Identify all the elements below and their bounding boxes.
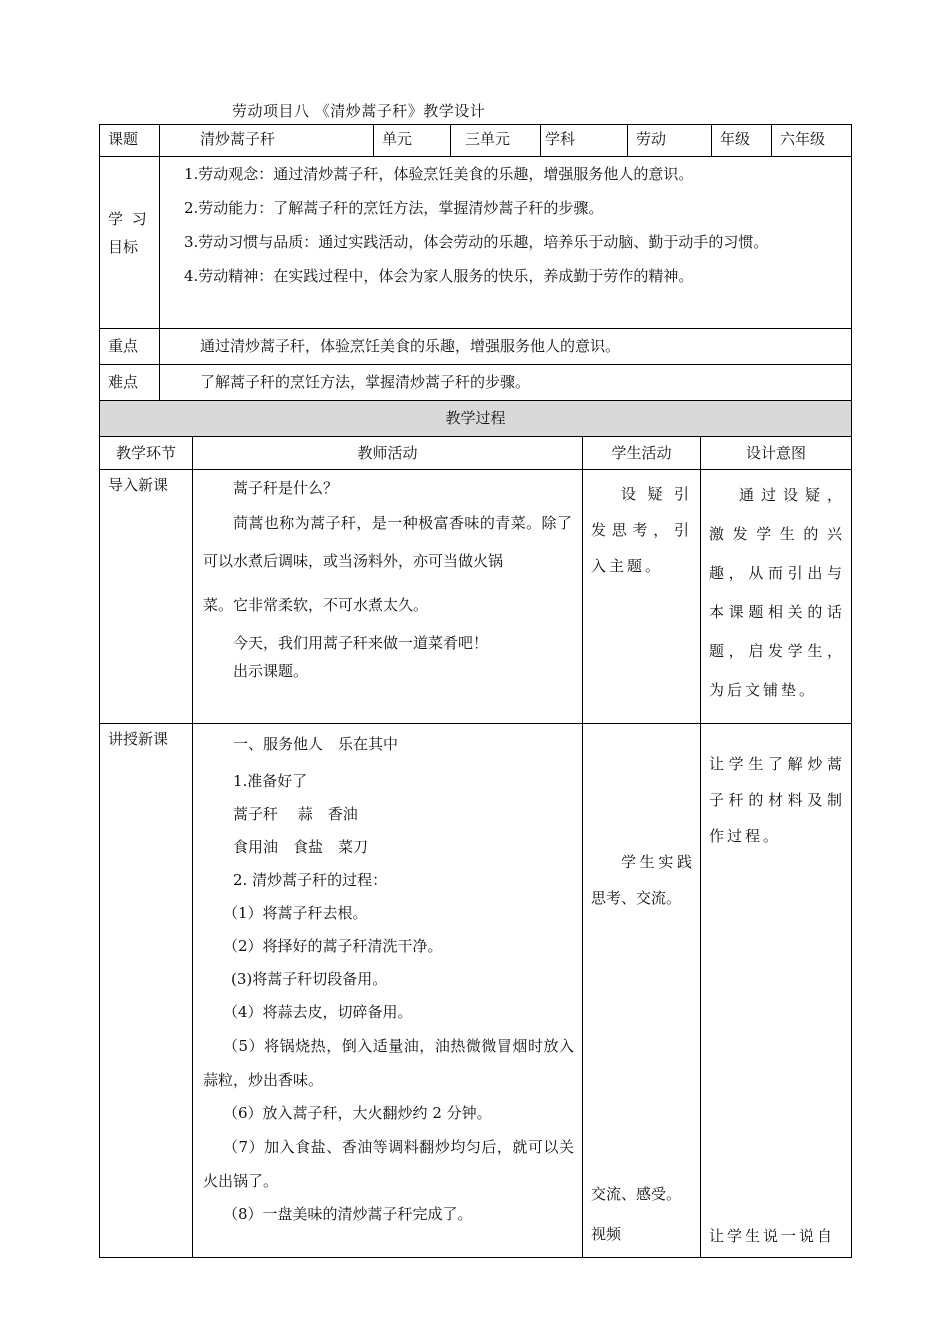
difficulty-label: 难点 xyxy=(100,365,160,401)
grade-value: 六年级 xyxy=(772,125,852,157)
column-header: 教学环节 xyxy=(100,437,193,470)
objective-item: 3.劳动习惯与品质：通过实践活动，体会劳动的乐趣，培养乐于动脑、勤于动手的习惯。 xyxy=(184,233,769,251)
objectives-label-line1: 学 习 xyxy=(108,210,149,228)
objectives-content xyxy=(160,157,852,329)
process-title: 教学过程 xyxy=(100,401,852,437)
process-table xyxy=(99,400,852,1258)
objective-item: 2.劳动能力：了解蒿子秆的烹饪方法，掌握清炒蒿子秆的步骤。 xyxy=(184,199,604,217)
lecture-intent-text: 让学生说一说自 xyxy=(709,1227,836,1245)
key-point-row xyxy=(100,329,852,365)
intro-student xyxy=(583,470,701,724)
lecture-teacher-line: 2. 清炒蒿子秆的过程： xyxy=(233,871,388,889)
column-header: 设计意图 xyxy=(701,437,852,470)
objectives-label-line2: 目标 xyxy=(108,238,139,256)
difficulty-row xyxy=(100,365,852,401)
lecture-teacher-line: （1）将蒿子秆去根。 xyxy=(223,904,368,922)
intro-teacher-line: 蒿子秆是什么？ xyxy=(233,479,339,497)
lecture-teacher-line: （5）将锅烧热，倒入适量油，油热微微冒烟时放入蒜粒，炒出香味。 xyxy=(203,1037,574,1089)
lecture-teacher-line: (3)将蒿子秆切段备用。 xyxy=(231,970,388,988)
lecture-teacher-line: 1.准备好了 xyxy=(233,772,308,790)
lecture-student-text: 学生实践思考、交流。 xyxy=(591,853,692,907)
objectives-row xyxy=(100,157,852,329)
grade-label: 年级 xyxy=(712,125,772,157)
intro-row xyxy=(100,470,852,724)
intro-teacher-line: 菜。它非常柔软，不可水煮太久。 xyxy=(203,596,429,614)
intro-intent-text: 通过设疑，激发学生的兴趣，从而引出与本课题相关的话题，启发学生，为后文铺垫。 xyxy=(709,486,846,699)
lecture-stage: 讲授新课 xyxy=(100,724,193,1258)
intro-teacher xyxy=(193,470,583,724)
lecture-teacher xyxy=(193,724,583,1258)
unit-label: 单元 xyxy=(374,125,451,157)
header-row xyxy=(100,125,852,157)
objective-item: 1.劳动观念：通过清炒蒿子秆，体验烹饪美食的乐趣，增强服务他人的意识。 xyxy=(184,165,694,183)
intro-teacher-line: 茼蒿也称为蒿子秆，是一种极富香味的青菜。除了可以水煮后调味，或当汤料外，亦可当做火锅 xyxy=(203,514,572,570)
lecture-row xyxy=(100,724,852,1258)
lecture-teacher-line: 一、服务他人 乐在其中 xyxy=(233,735,399,753)
process-header-row xyxy=(100,437,852,470)
intro-stage: 导入新课 xyxy=(100,470,193,724)
lecture-student xyxy=(583,724,701,1258)
lecture-teacher-line: （8）一盘美味的清炒蒿子秆完成了。 xyxy=(223,1205,473,1223)
lecture-student-text: 交流、感受。 xyxy=(591,1185,682,1203)
column-header: 教师活动 xyxy=(193,437,583,470)
lecture-intent xyxy=(701,724,852,1258)
intro-teacher-line: 出示课题。 xyxy=(233,662,309,680)
intro-intent xyxy=(701,470,852,724)
page-title: 劳动项目八 《清炒蒿子秆》教学设计 xyxy=(232,102,486,120)
subject-value: 劳动 xyxy=(628,125,712,157)
intro-teacher-line: 今天，我们用蒿子秆来做一道菜肴吧！ xyxy=(233,634,489,652)
lecture-teacher-line: （2）将择好的蒿子秆清洗干净。 xyxy=(223,937,443,955)
lecture-intent-text: 让学生了解炒蒿子秆的材料及制作过程。 xyxy=(709,755,846,845)
lecture-teacher-line: （7）加入食盐、香油等调料翻炒均匀后，就可以关火出锅了。 xyxy=(203,1138,574,1190)
process-title-row xyxy=(100,401,852,437)
info-table xyxy=(99,124,852,401)
subject-label: 学科 xyxy=(541,125,628,157)
lecture-teacher-line: 蒿子秆 蒜 香油 xyxy=(233,805,358,823)
lecture-teacher-line: 食用油 食盐 菜刀 xyxy=(233,838,369,856)
key-point-text: 通过清炒蒿子秆，体验烹饪美食的乐趣，增强服务他人的意识。 xyxy=(160,329,852,365)
difficulty-text: 了解蒿子秆的烹饪方法，掌握清炒蒿子秆的步骤。 xyxy=(160,365,852,401)
lecture-teacher-line: （4）将蒜去皮，切碎备用。 xyxy=(223,1003,413,1021)
column-header: 学生活动 xyxy=(583,437,701,470)
lecture-teacher-line: （6）放入蒿子秆，大火翻炒约 2 分钟。 xyxy=(223,1104,492,1122)
objectives-label xyxy=(100,157,160,329)
topic-label: 课题 xyxy=(100,125,160,157)
objective-item: 4.劳动精神：在实践过程中，体会为家人服务的快乐，养成勤于劳作的精神。 xyxy=(184,267,694,285)
unit-value: 三单元 xyxy=(451,125,541,157)
key-point-label: 重点 xyxy=(100,329,160,365)
lecture-student-text: 视频 xyxy=(591,1225,622,1243)
topic-value: 清炒蒿子秆 xyxy=(160,125,374,157)
intro-student-text: 设疑引发思考，引入主题。 xyxy=(591,485,692,575)
